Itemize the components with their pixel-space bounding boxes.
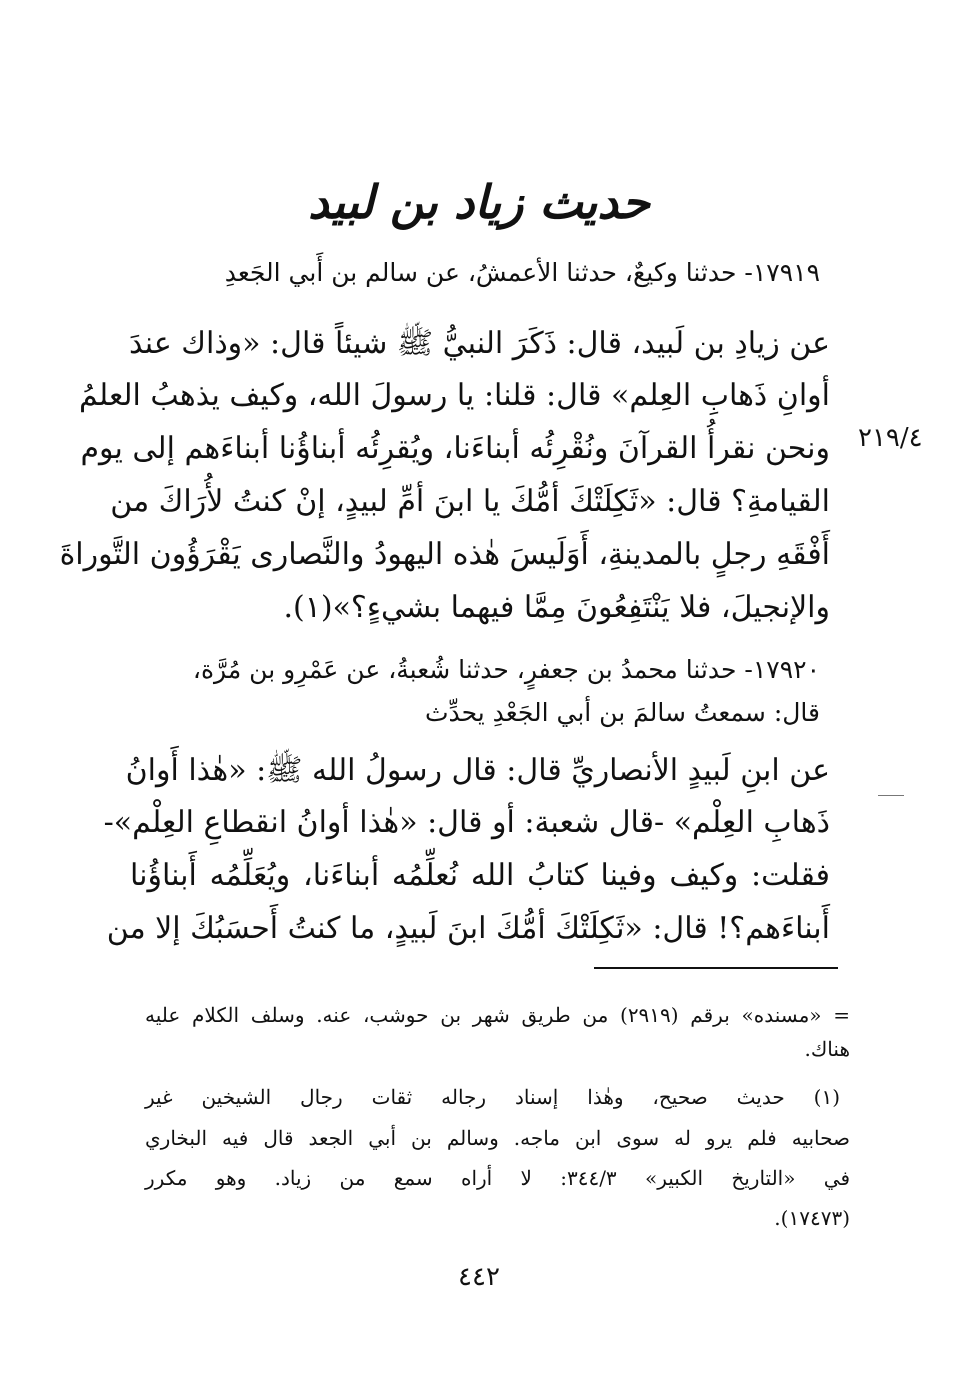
hadith-text-line: ذَهابِ العِلْم» -قال شعبة: أو قال: «هٰذا أوانُ انقطاعِ العِلْم»- <box>103 805 830 840</box>
hadith-text-line: عن ابنِ لَبيدٍ الأنصاريِّ قال: قال رسولُ الله ﷺ: «هٰذا أَوانُ <box>125 753 830 788</box>
hadith-text-line: فقلت: وكيف وفينا كتابُ الله نُعلِّمُه أبناءَنا، ويُعَلِّمُه أَبناؤُنا <box>130 858 830 893</box>
hadith-text-line: عن زيادِ بن لَبيد، قال: ذَكَرَ النبيُّ ﷺ شيئاً قال: «وذاك عندَ <box>129 326 830 361</box>
page-title: حديث زياد بن لبيد <box>308 175 650 229</box>
footnote-line: (١٧٤٧٣). <box>774 1206 850 1230</box>
hadith-text-line: أوانِ ذَهابِ العِلم» قال: قلنا: يا رسولَ الله، وكيف يذهبُ العلمُ <box>79 378 830 413</box>
footnote-line: (١) حديث صحيح، وهٰذا إسناد رجاله ثقات رجال الشيخين غير <box>145 1085 840 1109</box>
footnote-line: صحابيه فلم يرو له سوى ابن ماجه. وسالم بن أبي الجعد قال فيه البخاري <box>145 1126 850 1150</box>
footnote-separator <box>594 967 838 969</box>
hadith-header: قال: سمعتُ سالمَ بن أبي الجَعْدِ يحدِّث <box>424 698 820 727</box>
hadith-text-line: القيامةِ؟ قال: «ثَكِلَتْكَ أمُّكَ يا ابنَ أمِّ لبيدٍ، إنْ كنتُ لأُرَاكَ من <box>110 484 830 519</box>
hadith-header: ١٧٩١٩- حدثنا وكيعٌ، حدثنا الأعمشُ، عن سالم بن أَبي الجَعدِ <box>224 258 820 287</box>
edge-mark <box>878 795 904 796</box>
hadith-header: ١٧٩٢٠- حدثنا محمدُ بن جعفرٍ، حدثنا شُعبةُ، عن عَمْرِو بن مُرَّة، <box>192 655 820 684</box>
footnote-line: = «مسنده» برقم (٢٩١٩) من طريق شهر بن حوشب، عنه. وسلف الكلام عليه <box>145 1003 850 1027</box>
hadith-text-line: أَفْقَهِ رجلٍ بالمدينةِ، أَوَلَيسَ هٰذه اليهودُ والنَّصارى يَقْرَؤُون التَّوراةَ <box>59 537 830 572</box>
footnote-line: في «التاريخ الكبير» ٣٤٤/٣: لا أراه سمع من زياد. وهو مكرر <box>145 1166 850 1190</box>
hadith-text-line: والإنجيلَ، فلا يَنْتَفِعُونَ مِمَّا فيهما بشيءٍ؟»(١). <box>283 590 830 625</box>
footnote-line: هناك. <box>804 1037 850 1061</box>
hadith-text-line: ونحن نقرأُ القرآنَ ونُقْرِئُه أبناءَنا، ويُقرِئُه أبناؤُنا أبناءَهم إلى يوم <box>80 431 830 466</box>
margin-volume-page-note: ٢١٩/٤ <box>858 423 923 453</box>
page-number: ٤٤٢ <box>458 1262 500 1292</box>
hadith-text-line: أَبناءَهم؟! قال: «ثَكِلَتْكَ أمُّكَ ابنَ لَبيدٍ، ما كنتُ أَحسَبُكَ إلا من <box>106 911 830 946</box>
